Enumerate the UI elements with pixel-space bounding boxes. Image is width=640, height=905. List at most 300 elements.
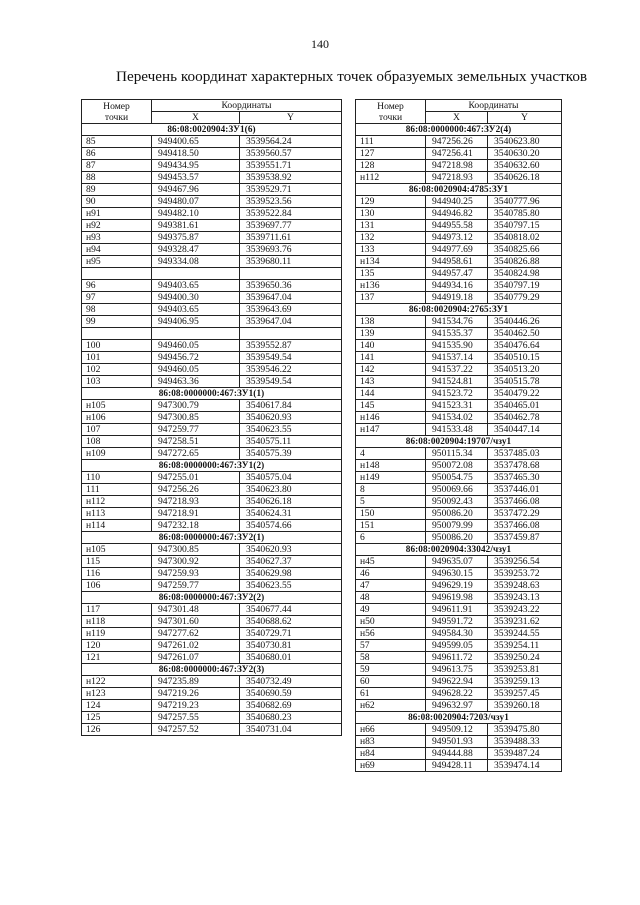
x-coordinate-cell: 947272.65 (152, 448, 240, 460)
y-coordinate-cell: 3540824.98 (488, 268, 562, 280)
point-number-cell: н112 (356, 172, 426, 184)
point-number-cell: 87 (82, 160, 152, 172)
point-number-cell: 141 (356, 352, 426, 364)
table-row (82, 304, 342, 316)
y-coordinate-cell: 3537459.87 (488, 532, 562, 544)
x-coordinate-cell: 949456.72 (152, 352, 240, 364)
y-coordinate-cell: 3540513.20 (488, 364, 562, 376)
point-number-cell: 58 (356, 652, 426, 664)
point-number-cell: 111 (82, 484, 152, 496)
x-coordinate-cell: 949480.07 (152, 196, 240, 208)
x-coordinate-cell: 944973.12 (426, 232, 488, 244)
y-coordinate-cell: 3540479.22 (488, 388, 562, 400)
y-coordinate-cell: 3539552.87 (240, 340, 342, 352)
point-number-cell: 49 (356, 604, 426, 616)
parcel-cadastral-number: 86:08:0020904:33042/чзу1 (356, 544, 562, 556)
y-coordinate-cell: 3540626.18 (240, 496, 342, 508)
parcel-cadastral-number: 86:08:0000000:467:ЗУ2(3) (82, 664, 342, 676)
point-number-cell: 145 (356, 400, 426, 412)
x-coordinate-cell: 947277.62 (152, 628, 240, 640)
x-coordinate-cell: 950092.43 (426, 496, 488, 508)
point-number-cell: н50 (356, 616, 426, 628)
y-coordinate-cell: 3540632.60 (488, 160, 562, 172)
table-row (356, 484, 562, 496)
x-coordinate-cell: 949334.08 (152, 256, 240, 268)
x-coordinate-cell: 950072.08 (426, 460, 488, 472)
blank-row (82, 328, 342, 340)
point-number-cell: 48 (356, 592, 426, 604)
empty-cell (240, 328, 342, 340)
y-coordinate-cell: 3540446.26 (488, 316, 562, 328)
table-row (356, 496, 562, 508)
parcel-group-row (356, 304, 562, 316)
y-coordinate-cell: 3539259.13 (488, 676, 562, 688)
x-header: X (152, 112, 240, 124)
table-row (82, 244, 342, 256)
table-row (356, 256, 562, 268)
parcel-group-row (356, 712, 562, 724)
point-number-cell: н92 (82, 220, 152, 232)
table-row (82, 496, 342, 508)
table-row (82, 700, 342, 712)
point-number-cell: 127 (356, 148, 426, 160)
y-coordinate-cell: 3539256.54 (488, 556, 562, 568)
empty-cell (152, 328, 240, 340)
parcel-group-row (82, 532, 342, 544)
y-coordinate-cell: 3540688.62 (240, 616, 342, 628)
table-row (356, 292, 562, 304)
table-row (82, 136, 342, 148)
table-row (356, 556, 562, 568)
x-coordinate-cell: 941523.72 (426, 388, 488, 400)
y-coordinate-cell: 3540462.78 (488, 412, 562, 424)
table-row (356, 148, 562, 160)
y-coordinate-cell: 3539260.18 (488, 700, 562, 712)
x-coordinate-cell: 947261.07 (152, 652, 240, 664)
y-coordinate-cell: 3540626.18 (488, 172, 562, 184)
parcel-cadastral-number: 86:08:0000000:467:ЗУ2(4) (356, 124, 562, 136)
y-coordinate-cell: 3540623.80 (488, 136, 562, 148)
point-number-cell: 111 (356, 136, 426, 148)
x-coordinate-cell: 949630.15 (426, 568, 488, 580)
x-coordinate-cell: 949599.05 (426, 640, 488, 652)
point-number-cell: 103 (82, 376, 152, 388)
x-coordinate-cell: 949584.30 (426, 628, 488, 640)
y-coordinate-cell: 3539693.76 (240, 244, 342, 256)
x-coordinate-cell: 947219.26 (152, 688, 240, 700)
y-coordinate-cell: 3540575.11 (240, 436, 342, 448)
point-number-cell: 96 (82, 280, 152, 292)
x-coordinate-cell: 947219.23 (152, 700, 240, 712)
x-coordinate-cell: 947300.85 (152, 544, 240, 556)
x-coordinate-cell: 949467.96 (152, 184, 240, 196)
x-coordinate-cell: 947301.48 (152, 604, 240, 616)
x-coordinate-cell: 947259.93 (152, 568, 240, 580)
x-coordinate-cell: 949611.91 (426, 604, 488, 616)
document-title: Перечень координат характерных точек образуемых земельных участков (116, 68, 588, 85)
y-coordinate-cell: 3539522.84 (240, 208, 342, 220)
point-number-cell: 120 (82, 640, 152, 652)
x-coordinate-cell: 949628.22 (426, 688, 488, 700)
parcel-cadastral-number: 86:08:0020904:19707/чзу1 (356, 436, 562, 448)
x-coordinate-cell: 949622.94 (426, 676, 488, 688)
table-row (356, 652, 562, 664)
x-coordinate-cell: 949453.57 (152, 172, 240, 184)
table-row (356, 316, 562, 328)
table-row (82, 688, 342, 700)
y-coordinate-cell: 3539711.61 (240, 232, 342, 244)
x-coordinate-cell: 947300.79 (152, 400, 240, 412)
y-coordinate-cell: 3539560.57 (240, 148, 342, 160)
point-number-cell: 116 (82, 568, 152, 580)
table-row (356, 400, 562, 412)
x-coordinate-cell: 950069.66 (426, 484, 488, 496)
parcel-group-row (82, 388, 342, 400)
y-coordinate-cell: 3540620.93 (240, 412, 342, 424)
y-coordinate-cell: 3537446.01 (488, 484, 562, 496)
table-row (356, 568, 562, 580)
y-coordinate-cell: 3539257.45 (488, 688, 562, 700)
table-row (82, 652, 342, 664)
point-number-cell: 117 (82, 604, 152, 616)
x-coordinate-cell: 947256.26 (152, 484, 240, 496)
y-coordinate-cell: 3540515.78 (488, 376, 562, 388)
x-coordinate-cell: 949428.11 (426, 760, 488, 772)
table-row (356, 664, 562, 676)
y-coordinate-cell: 3540730.81 (240, 640, 342, 652)
y-coordinate-cell: 3540447.14 (488, 424, 562, 436)
point-number-cell: 4 (356, 448, 426, 460)
table-row (82, 292, 342, 304)
parcel-cadastral-number: 86:08:0020904:ЗУ1(6) (82, 124, 342, 136)
point-number-cell: 102 (82, 364, 152, 376)
x-coordinate-cell: 949375.87 (152, 232, 240, 244)
parcel-group-row (356, 544, 562, 556)
table-row (356, 748, 562, 760)
x-coordinate-cell: 947235.89 (152, 676, 240, 688)
point-number-cell: н93 (82, 232, 152, 244)
y-coordinate-cell: 3539551.71 (240, 160, 342, 172)
table-row (356, 220, 562, 232)
point-number-cell: 100 (82, 340, 152, 352)
point-number-cell: н66 (356, 724, 426, 736)
point-number-cell: 8 (356, 484, 426, 496)
y-coordinate-cell: 3539475.80 (488, 724, 562, 736)
table-header-row (82, 100, 342, 112)
table-row (356, 448, 562, 460)
y-header: Y (240, 112, 342, 124)
point-number-cell: 60 (356, 676, 426, 688)
table-row (82, 628, 342, 640)
y-coordinate-cell: 3539697.77 (240, 220, 342, 232)
table-row (82, 640, 342, 652)
point-number-header (356, 100, 426, 124)
point-number-cell: 57 (356, 640, 426, 652)
table-row (356, 424, 562, 436)
x-coordinate-cell: 949463.36 (152, 376, 240, 388)
x-coordinate-cell: 947257.55 (152, 712, 240, 724)
parcel-group-row (356, 184, 562, 196)
x-coordinate-cell: 950079.99 (426, 520, 488, 532)
x-coordinate-cell: 949591.72 (426, 616, 488, 628)
table-row (82, 448, 342, 460)
x-coordinate-cell: 944977.69 (426, 244, 488, 256)
x-coordinate-cell: 949400.30 (152, 292, 240, 304)
y-coordinate-cell: 3540797.15 (488, 220, 562, 232)
point-number-cell: 135 (356, 268, 426, 280)
point-number-cell: 129 (356, 196, 426, 208)
point-number-header-line2: точки (104, 111, 129, 123)
table-row (82, 712, 342, 724)
x-coordinate-cell: 941523.31 (426, 400, 488, 412)
y-coordinate-cell: 3539523.56 (240, 196, 342, 208)
y-header: Y (488, 112, 562, 124)
point-number-cell: н95 (82, 256, 152, 268)
point-number-cell: 85 (82, 136, 152, 148)
table-row (82, 376, 342, 388)
point-number-cell: н114 (82, 520, 152, 532)
point-number-cell: н118 (82, 616, 152, 628)
table-row (82, 568, 342, 580)
y-coordinate-cell: 3540825.66 (488, 244, 562, 256)
table-row (356, 604, 562, 616)
table-row (356, 208, 562, 220)
y-coordinate-cell: 3540623.55 (240, 424, 342, 436)
table-row (82, 220, 342, 232)
table-row (82, 184, 342, 196)
x-coordinate-cell: 949460.05 (152, 364, 240, 376)
table-row (356, 364, 562, 376)
point-number-cell: 107 (82, 424, 152, 436)
y-coordinate-cell: 3539564.24 (240, 136, 342, 148)
x-coordinate-cell: 949611.72 (426, 652, 488, 664)
table-row (356, 172, 562, 184)
y-coordinate-cell: 3539549.54 (240, 376, 342, 388)
table-row (356, 640, 562, 652)
table-row (82, 556, 342, 568)
x-coordinate-cell: 949444.88 (426, 748, 488, 760)
x-coordinate-cell: 949418.50 (152, 148, 240, 160)
x-coordinate-cell: 947259.77 (152, 580, 240, 592)
empty-cell (82, 328, 152, 340)
table-row (356, 532, 562, 544)
point-number-cell: н106 (82, 412, 152, 424)
table-row (82, 676, 342, 688)
x-coordinate-cell: 941535.37 (426, 328, 488, 340)
x-coordinate-cell: 941534.02 (426, 412, 488, 424)
point-number-cell: 6 (356, 532, 426, 544)
table-row (356, 340, 562, 352)
x-coordinate-cell: 947218.93 (426, 172, 488, 184)
point-number-cell: н84 (356, 748, 426, 760)
point-number-cell: 99 (82, 316, 152, 328)
y-coordinate-cell: 3540690.59 (240, 688, 342, 700)
table-row (356, 232, 562, 244)
point-number-cell: 90 (82, 196, 152, 208)
point-number-cell: 143 (356, 376, 426, 388)
y-coordinate-cell: 3539647.04 (240, 292, 342, 304)
y-coordinate-cell: 3540680.01 (240, 652, 342, 664)
y-coordinate-cell: 3539243.22 (488, 604, 562, 616)
y-coordinate-cell: 3540462.50 (488, 328, 562, 340)
x-coordinate-cell: 947255.01 (152, 472, 240, 484)
blank-row (82, 268, 342, 280)
y-coordinate-cell: 3540777.96 (488, 196, 562, 208)
y-coordinate-cell: 3540630.20 (488, 148, 562, 160)
x-coordinate-cell: 941535.90 (426, 340, 488, 352)
y-coordinate-cell: 3540677.44 (240, 604, 342, 616)
x-coordinate-cell: 941533.48 (426, 424, 488, 436)
y-coordinate-cell: 3537466.08 (488, 496, 562, 508)
table-row (82, 616, 342, 628)
table-row (356, 136, 562, 148)
table-row (356, 724, 562, 736)
table-row (356, 616, 562, 628)
point-number-cell: 101 (82, 352, 152, 364)
y-coordinate-cell: 3539488.33 (488, 736, 562, 748)
point-number-cell: 133 (356, 244, 426, 256)
point-number-cell: н91 (82, 208, 152, 220)
point-number-cell: н112 (82, 496, 152, 508)
table-row (356, 280, 562, 292)
table-header-row (356, 100, 562, 112)
y-coordinate-cell: 3540779.29 (488, 292, 562, 304)
table-row (356, 700, 562, 712)
table-row (82, 340, 342, 352)
point-number-cell: 124 (82, 700, 152, 712)
point-number-cell: 108 (82, 436, 152, 448)
y-coordinate-cell: 3540629.98 (240, 568, 342, 580)
table-row (356, 412, 562, 424)
x-coordinate-cell: 947258.51 (152, 436, 240, 448)
x-coordinate-cell: 949632.97 (426, 700, 488, 712)
x-coordinate-cell: 949381.61 (152, 220, 240, 232)
point-number-cell: 46 (356, 568, 426, 580)
point-number-cell: н56 (356, 628, 426, 640)
table-row (356, 736, 562, 748)
point-number-cell: н69 (356, 760, 426, 772)
y-coordinate-cell: 3540575.39 (240, 448, 342, 460)
y-coordinate-cell: 3540826.88 (488, 256, 562, 268)
table-row (356, 592, 562, 604)
x-coordinate-cell: 950086.20 (426, 532, 488, 544)
table-row (82, 724, 342, 736)
point-number-cell: 86 (82, 148, 152, 160)
table-row (82, 580, 342, 592)
x-coordinate-cell: 950086.20 (426, 508, 488, 520)
y-coordinate-cell: 3539474.14 (488, 760, 562, 772)
point-number-cell: 142 (356, 364, 426, 376)
y-coordinate-cell: 3540510.15 (488, 352, 562, 364)
x-coordinate-cell: 947257.52 (152, 724, 240, 736)
point-number-cell: 150 (356, 508, 426, 520)
table-row (356, 508, 562, 520)
y-coordinate-cell: 3537466.08 (488, 520, 562, 532)
x-coordinate-cell: 947300.92 (152, 556, 240, 568)
point-number-cell: 132 (356, 232, 426, 244)
y-coordinate-cell: 3539549.54 (240, 352, 342, 364)
point-number-cell: н109 (82, 448, 152, 460)
point-number-header (82, 100, 152, 124)
x-coordinate-cell: 944958.61 (426, 256, 488, 268)
point-number-cell: 110 (82, 472, 152, 484)
x-coordinate-cell: 947261.02 (152, 640, 240, 652)
x-coordinate-cell: 944955.58 (426, 220, 488, 232)
point-number-cell: 126 (82, 724, 152, 736)
table-row (356, 472, 562, 484)
y-coordinate-cell: 3540729.71 (240, 628, 342, 640)
y-coordinate-cell: 3540732.49 (240, 676, 342, 688)
x-coordinate-cell: 950115.34 (426, 448, 488, 460)
table-row (82, 196, 342, 208)
y-coordinate-cell: 3539250.24 (488, 652, 562, 664)
y-coordinate-cell: 3539243.13 (488, 592, 562, 604)
x-coordinate-cell: 949406.95 (152, 316, 240, 328)
point-number-cell: н105 (82, 400, 152, 412)
point-number-cell: н147 (356, 424, 426, 436)
point-number-cell: 125 (82, 712, 152, 724)
point-number-cell: 137 (356, 292, 426, 304)
y-coordinate-cell: 3540476.64 (488, 340, 562, 352)
point-number-cell: 61 (356, 688, 426, 700)
point-number-cell: 89 (82, 184, 152, 196)
x-coordinate-cell: 947218.91 (152, 508, 240, 520)
y-coordinate-cell: 3539253.81 (488, 664, 562, 676)
table-row (356, 580, 562, 592)
table-row (82, 280, 342, 292)
parcel-cadastral-number: 86:08:0000000:467:ЗУ2(2) (82, 592, 342, 604)
x-coordinate-cell: 949460.05 (152, 340, 240, 352)
point-number-cell: 138 (356, 316, 426, 328)
point-number-cell: н146 (356, 412, 426, 424)
point-number-header-line1: Номер (377, 100, 404, 112)
coordinates-header: Координаты (426, 100, 562, 112)
table-row (356, 688, 562, 700)
parcel-cadastral-number: 86:08:0000000:467:ЗУ2(1) (82, 532, 342, 544)
y-coordinate-cell: 3539680.11 (240, 256, 342, 268)
x-coordinate-cell: 944919.18 (426, 292, 488, 304)
x-coordinate-cell: 947256.41 (426, 148, 488, 160)
table-row (356, 244, 562, 256)
point-number-cell: н134 (356, 256, 426, 268)
point-number-cell: н62 (356, 700, 426, 712)
parcel-group-row (356, 436, 562, 448)
point-number-cell: н105 (82, 544, 152, 556)
empty-cell (240, 268, 342, 280)
empty-cell (152, 268, 240, 280)
x-coordinate-cell: 949613.75 (426, 664, 488, 676)
x-coordinate-cell: 947218.93 (152, 496, 240, 508)
x-coordinate-cell: 944957.47 (426, 268, 488, 280)
x-coordinate-cell: 947218.98 (426, 160, 488, 172)
table-row (82, 364, 342, 376)
point-number-cell: н119 (82, 628, 152, 640)
table-row (356, 328, 562, 340)
x-coordinate-cell: 947300.85 (152, 412, 240, 424)
table-row (82, 400, 342, 412)
y-coordinate-cell: 3537465.30 (488, 472, 562, 484)
point-number-cell: 131 (356, 220, 426, 232)
y-coordinate-cell: 3540623.55 (240, 580, 342, 592)
table-row (82, 172, 342, 184)
y-coordinate-cell: 3540620.93 (240, 544, 342, 556)
y-coordinate-cell: 3539244.55 (488, 628, 562, 640)
parcel-cadastral-number: 86:08:0020904:7203/чзу1 (356, 712, 562, 724)
parcel-cadastral-number: 86:08:0000000:467:ЗУ1(1) (82, 388, 342, 400)
table-row (356, 760, 562, 772)
y-coordinate-cell: 3539529.71 (240, 184, 342, 196)
point-number-cell: н94 (82, 244, 152, 256)
